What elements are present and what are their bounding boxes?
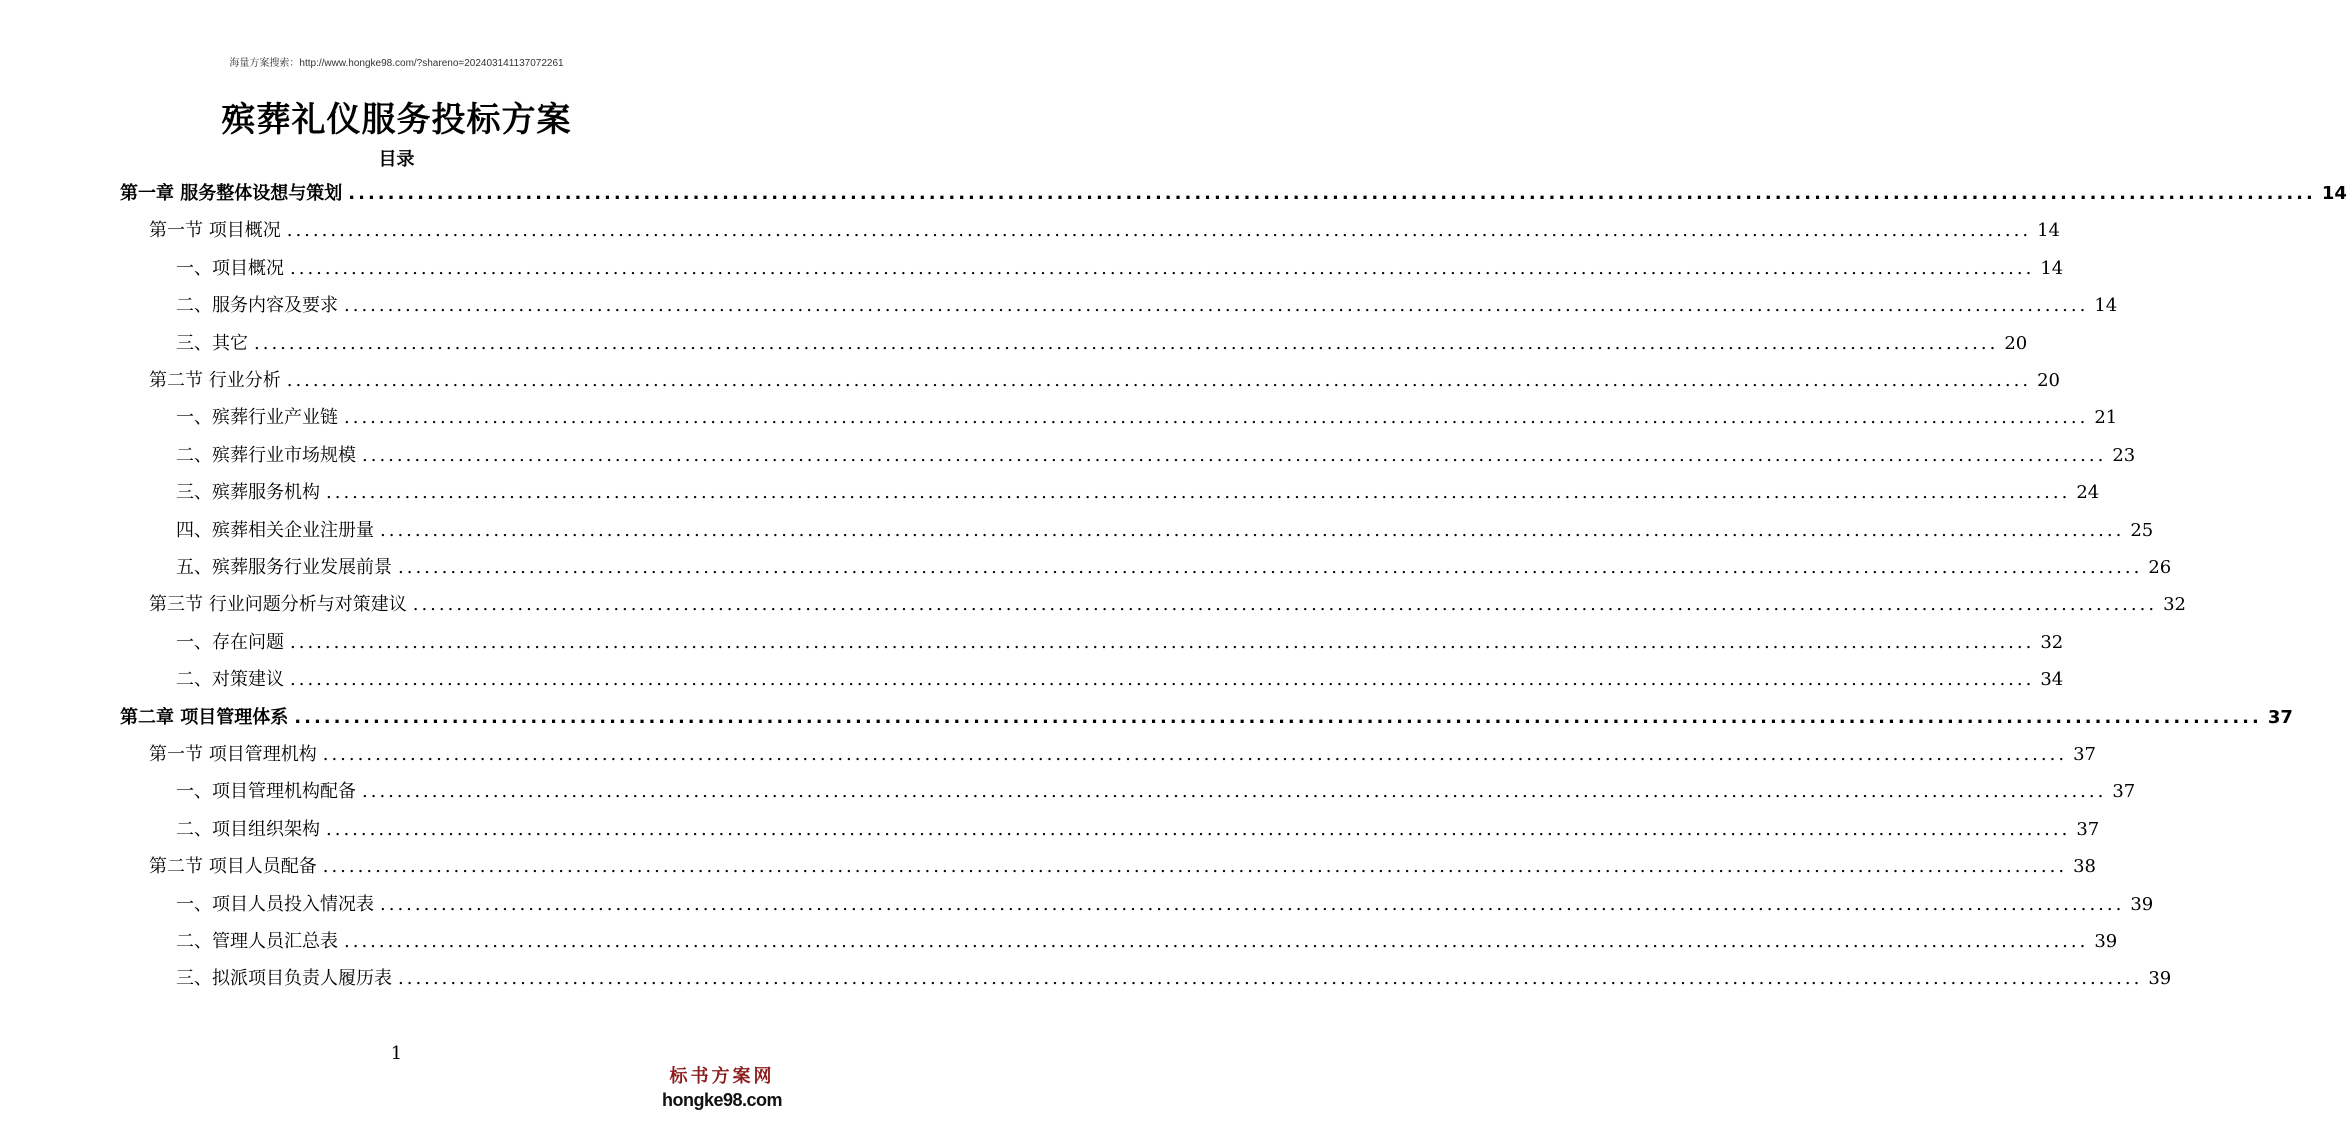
toc-entry-page: 25 bbox=[2130, 519, 2154, 541]
toc-subsection-entry[interactable] bbox=[176, 662, 2064, 698]
toc-entry-page: 37 bbox=[2267, 706, 2293, 728]
toc-dot-leader: ........................................................................................................................................................................................................ bbox=[344, 295, 2089, 317]
toc-subsection-entry[interactable] bbox=[176, 774, 2136, 810]
toc-entry-label: 一、殡葬行业产业链 bbox=[176, 407, 338, 429]
toc-dot-leader: ........................................................................................................................................................................................................ bbox=[290, 631, 2035, 653]
page-number: 1 bbox=[390, 1043, 403, 1064]
toc-entry-page: 34 bbox=[2040, 669, 2064, 691]
toc-subsection-entry[interactable] bbox=[176, 438, 2136, 474]
toc-entry-page: 20 bbox=[2004, 332, 2028, 354]
source-search-line: 海量方案搜索：http://www.hongke98.com/?shareno=20240314113707​2261 bbox=[229, 58, 564, 69]
toc-section-entry[interactable] bbox=[149, 213, 2060, 249]
toc-dot-leader: ........................................................................................................................................................................................................ bbox=[344, 407, 2089, 429]
toc-dot-leader: ........................................................................................................................................................................................................ bbox=[326, 818, 2071, 840]
toc-dot-leader: ........................................................................................................................................................................................................ bbox=[286, 370, 2032, 391]
site-watermark-logo bbox=[660, 1066, 784, 1112]
toc-dot-leader: ........................................................................................................................................................................................................ bbox=[294, 706, 2262, 728]
toc-dot-leader: ........................................................................................................................................................................................................ bbox=[254, 332, 1999, 354]
toc-entry-label: 一、项目管理机构配备 bbox=[176, 781, 356, 803]
toc-section-entry[interactable] bbox=[149, 737, 2096, 773]
toc-dot-leader: ........................................................................................................................................................................................................ bbox=[322, 856, 2068, 878]
toc-subsection-entry[interactable] bbox=[176, 812, 2100, 848]
toc-subsection-entry[interactable] bbox=[176, 326, 2028, 362]
toc-dot-leader: ........................................................................................................................................................................................................ bbox=[344, 931, 2089, 952]
toc-entry-page: 14 bbox=[2037, 220, 2060, 242]
toc-entry-page: 14 bbox=[2040, 257, 2064, 279]
toc-entry-label: 五、殡葬服务行业发展前景 bbox=[176, 557, 392, 578]
toc-entry-page: 39 bbox=[2148, 968, 2172, 990]
toc-entry-label: 三、拟派项目负责人履历表 bbox=[176, 968, 392, 990]
toc-subsection-entry[interactable] bbox=[176, 961, 2172, 997]
toc-subsection-entry[interactable] bbox=[176, 924, 2118, 960]
toc-subsection-entry[interactable] bbox=[176, 251, 2064, 287]
toc-entry-label: 三、其它 bbox=[176, 332, 248, 354]
toc-entry-page: 20 bbox=[2037, 370, 2060, 391]
toc-subsection-entry[interactable] bbox=[176, 887, 2154, 923]
toc-entry-label: 一、项目人员投入情况表 bbox=[176, 893, 374, 915]
toc-entry-page: 14 bbox=[2094, 295, 2118, 317]
toc-section-entry[interactable] bbox=[149, 849, 2096, 885]
toc-entry-label: 三、殡葬服务机构 bbox=[176, 482, 320, 504]
toc-entry-page: 26 bbox=[2148, 557, 2172, 578]
toc-entry-page: 37 bbox=[2073, 744, 2096, 765]
toc-subsection-entry[interactable] bbox=[176, 400, 2118, 436]
toc-entry-label: 第二节 行业分析 bbox=[149, 370, 281, 391]
toc-entry-page: 39 bbox=[2094, 931, 2118, 952]
toc-entry-page: 21 bbox=[2094, 407, 2118, 429]
toc-dot-leader: ........................................................................................................................................................................................................ bbox=[362, 444, 2107, 466]
toc-entry-label: 第三节 行业问题分析与对策建议 bbox=[149, 594, 407, 616]
toc-subsection-entry[interactable] bbox=[176, 550, 2172, 586]
toc-entry-label: 第二节 项目人员配备 bbox=[149, 856, 317, 878]
toc-entry-label: 四、殡葬相关企业注册量 bbox=[176, 519, 374, 541]
toc-dot-leader: ........................................................................................................................................................................................................ bbox=[326, 482, 2071, 504]
toc-subsection-entry[interactable] bbox=[176, 625, 2064, 661]
toc-section-entry[interactable] bbox=[149, 587, 2186, 623]
toc-entry-label: 一、项目概况 bbox=[176, 257, 284, 279]
toc-chapter-entry[interactable] bbox=[120, 700, 2293, 736]
toc-dot-leader: ........................................................................................................................................................................................................ bbox=[412, 594, 2158, 616]
toc-entry-label: 二、管理人员汇总表 bbox=[176, 931, 338, 952]
toc-dot-leader: ........................................................................................................................................................................................................ bbox=[380, 519, 2125, 541]
toc-dot-leader: ........................................................................................................................................................................................................ bbox=[322, 744, 2068, 765]
toc-heading: 目录 bbox=[378, 149, 415, 170]
toc-entry-page: 37 bbox=[2112, 781, 2136, 803]
toc-entry-label: 第一节 项目管理机构 bbox=[149, 744, 317, 765]
toc-dot-leader: ........................................................................................................................................................................................................ bbox=[290, 257, 2035, 279]
toc-section-entry[interactable] bbox=[149, 363, 2060, 399]
toc-entry-label: 第一章 服务整体设想与策划 bbox=[120, 183, 343, 204]
toc-subsection-entry[interactable] bbox=[176, 513, 2154, 549]
toc-entry-label: 一、存在问题 bbox=[176, 631, 284, 653]
toc-chapter-entry[interactable] bbox=[120, 176, 2347, 212]
toc-dot-leader: ........................................................................................................................................................................................................ bbox=[362, 781, 2107, 803]
toc-entry-page: 38 bbox=[2073, 856, 2096, 878]
toc-entry-label: 二、对策建议 bbox=[176, 669, 284, 691]
toc-entry-page: 14 bbox=[2321, 183, 2347, 204]
toc-entry-page: 23 bbox=[2112, 444, 2136, 466]
toc-dot-leader: ........................................................................................................................................................................................................ bbox=[380, 893, 2125, 915]
toc-entry-page: 32 bbox=[2040, 631, 2064, 653]
toc-entry-page: 37 bbox=[2076, 818, 2100, 840]
toc-dot-leader: ........................................................................................................................................................................................................ bbox=[398, 968, 2143, 990]
watermark-brand-text: 标书方案网 bbox=[669, 1066, 775, 1087]
toc-entry-label: 二、殡葬行业市场规模 bbox=[176, 444, 356, 466]
toc-entry-page: 24 bbox=[2076, 482, 2100, 504]
toc-dot-leader: ........................................................................................................................................................................................................ bbox=[398, 557, 2143, 578]
toc-entry-label: 二、服务内容及要求 bbox=[176, 295, 338, 317]
toc-entry-label: 第二章 项目管理体系 bbox=[120, 706, 289, 728]
toc-dot-leader: ........................................................................................................................................................................................................ bbox=[348, 183, 2316, 204]
watermark-domain-text: hongke98.com bbox=[661, 1090, 783, 1110]
toc-entry-page: 39 bbox=[2130, 893, 2154, 915]
toc-entry-page: 32 bbox=[2163, 594, 2186, 616]
toc-dot-leader: ........................................................................................................................................................................................................ bbox=[290, 669, 2035, 691]
toc-dot-leader: ........................................................................................................................................................................................................ bbox=[286, 220, 2032, 242]
toc-subsection-entry[interactable] bbox=[176, 288, 2118, 324]
document-title: 殡葬礼仪服务投标方案 bbox=[221, 100, 572, 140]
toc-entry-label: 第一节 项目概况 bbox=[149, 220, 281, 242]
toc-entry-label: 二、项目组织架构 bbox=[176, 818, 320, 840]
toc-subsection-entry[interactable] bbox=[176, 475, 2100, 511]
